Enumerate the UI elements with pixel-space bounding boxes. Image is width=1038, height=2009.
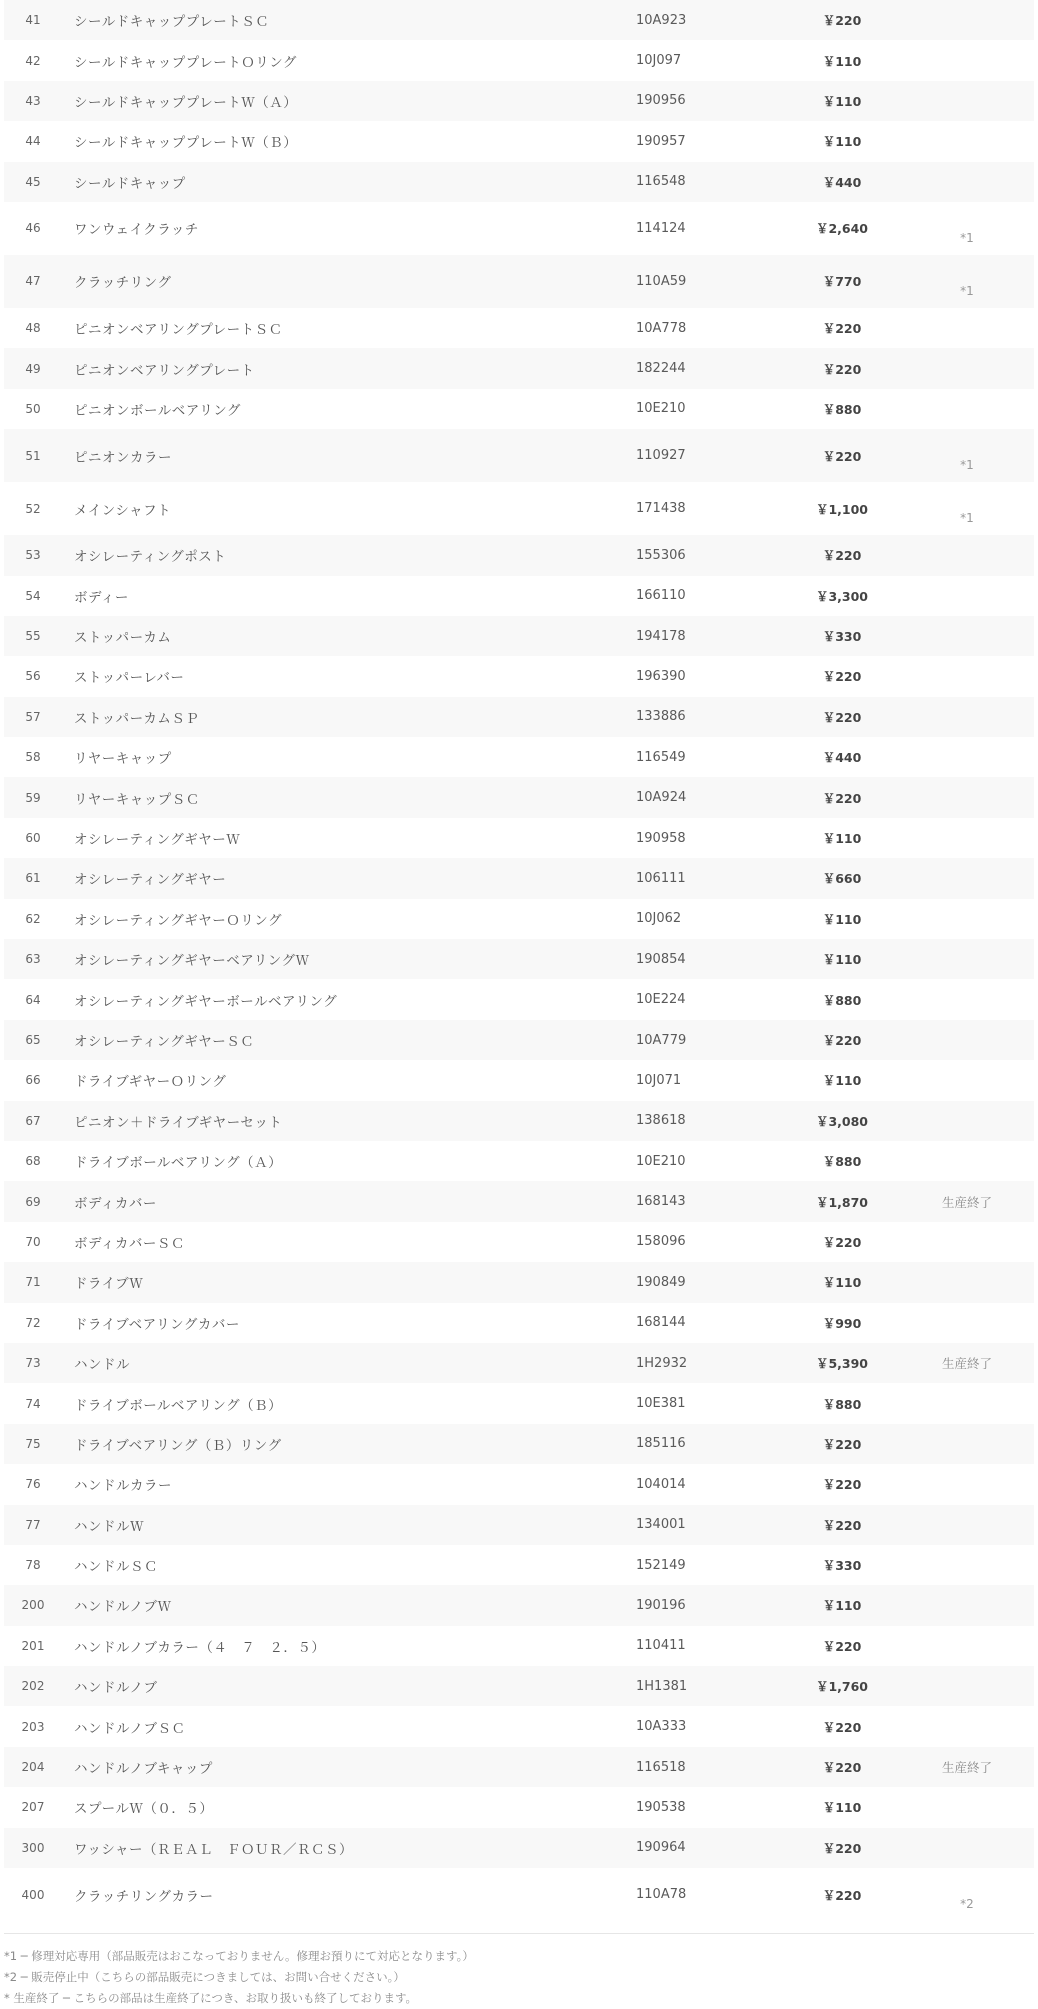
part-code: 166110 <box>636 588 686 604</box>
part-name: ストッパーレバー <box>74 670 185 687</box>
part-number: 46 <box>25 221 41 236</box>
part-code: 106111 <box>636 870 686 886</box>
table-row <box>4 255 1034 308</box>
part-price: ￥660 <box>822 871 862 887</box>
table-row <box>4 899 1034 939</box>
part-name: オシレーティングギヤーＳＣ <box>74 1034 255 1050</box>
table-row <box>4 1060 1034 1100</box>
table-row <box>4 1464 1034 1504</box>
part-name: オシレーティングギヤーＯリング <box>74 912 283 929</box>
part-number: 78 <box>25 1558 41 1573</box>
part-code: 194178 <box>636 628 686 644</box>
part-price: ￥2,640 <box>815 221 869 237</box>
part-note: *1 <box>960 458 974 473</box>
table-row <box>4 1020 1034 1060</box>
part-price: ￥5,390 <box>815 1356 869 1372</box>
part-note <box>922 1101 1012 1141</box>
part-code: 114124 <box>636 220 686 236</box>
part-code: 190849 <box>636 1274 686 1290</box>
part-name: クラッチリング <box>74 275 172 292</box>
footnote: *1 ─ 修理対応専用（部品販売はおこなっておりません。修理お預りにて対応となります。） <box>4 1949 474 1964</box>
part-note <box>922 656 1012 696</box>
part-price: ￥880 <box>822 1154 862 1170</box>
table-row <box>4 1303 1034 1343</box>
part-name: ストッパーカムＳＰ <box>74 710 200 727</box>
part-name: ピニオンボールベアリング <box>74 402 241 419</box>
part-number: 59 <box>25 790 41 805</box>
part-code: 1H1381 <box>636 1678 688 1694</box>
part-code: 110A59 <box>636 273 687 289</box>
part-price: ￥220 <box>822 1887 862 1903</box>
part-note <box>922 1262 1012 1302</box>
part-price: ￥880 <box>822 992 862 1008</box>
part-note <box>922 1060 1012 1100</box>
part-note: *1 <box>960 283 974 298</box>
part-code: 190958 <box>636 830 686 846</box>
table-row <box>4 162 1034 202</box>
part-code: 10E210 <box>636 1153 686 1169</box>
part-note <box>922 1464 1012 1504</box>
part-number: 75 <box>25 1436 41 1451</box>
part-price: ￥220 <box>822 1477 862 1493</box>
table-row <box>4 202 1034 255</box>
part-code: 10E381 <box>636 1396 686 1412</box>
table-row <box>4 697 1034 737</box>
part-number: 202 <box>21 1679 45 1694</box>
part-note <box>922 1141 1012 1181</box>
table-row <box>4 656 1034 696</box>
part-name: ハンドルノブカラー（４ ７ ２．５） <box>74 1639 326 1656</box>
part-note <box>922 899 1012 939</box>
part-price: ￥1,870 <box>815 1194 869 1210</box>
part-note <box>922 777 1012 817</box>
part-number: 204 <box>21 1760 45 1775</box>
parts-table <box>4 0 1034 1921</box>
part-price: ￥1,100 <box>815 501 869 517</box>
part-code: 133886 <box>636 709 686 725</box>
part-name: ドライブギヤーＯリング <box>74 1074 227 1091</box>
part-note <box>922 1666 1012 1706</box>
table-row <box>4 818 1034 858</box>
part-code: 10A779 <box>636 1032 687 1048</box>
table-row <box>4 1706 1034 1746</box>
table-row <box>4 1585 1034 1625</box>
table-row <box>4 858 1034 898</box>
table-row <box>4 1626 1034 1666</box>
part-price: ￥220 <box>822 790 862 806</box>
table-row <box>4 616 1034 656</box>
table-row <box>4 1343 1034 1383</box>
part-name: ピニオン＋ドライブギヤーセット <box>74 1114 283 1131</box>
part-price: ￥110 <box>822 134 862 150</box>
part-note <box>922 616 1012 656</box>
part-price: ￥1,760 <box>815 1679 869 1695</box>
part-note <box>922 348 1012 388</box>
part-name: シールドキャッププレートＷ（Ａ） <box>74 94 298 111</box>
part-number: 70 <box>25 1234 41 1249</box>
table-row <box>4 535 1034 575</box>
part-code: 10A333 <box>636 1719 687 1735</box>
part-name: ドライブベアリングカバー <box>74 1316 240 1333</box>
part-number: 400 <box>21 1887 45 1902</box>
part-name: ワッシャー（ＲＥＡＬ ＦＯＵＲ／ＲＣＳ） <box>74 1841 354 1858</box>
part-number: 73 <box>25 1356 41 1371</box>
part-note <box>922 40 1012 80</box>
part-code: 1H2932 <box>636 1355 688 1371</box>
part-name: ハンドルノブＳＣ <box>74 1720 186 1737</box>
part-price: ￥440 <box>822 750 862 766</box>
part-code: 190854 <box>636 951 686 967</box>
part-price: ￥220 <box>822 1234 862 1250</box>
part-note <box>922 1585 1012 1625</box>
part-number: 76 <box>25 1477 41 1492</box>
table-row <box>4 576 1034 616</box>
part-price: ￥3,300 <box>815 588 869 604</box>
part-price: ￥110 <box>822 93 862 109</box>
table-row <box>4 1545 1034 1585</box>
part-note <box>922 1020 1012 1060</box>
part-note <box>922 1828 1012 1868</box>
part-code: 182244 <box>636 361 686 377</box>
part-name: メインシャフト <box>74 502 172 519</box>
part-name: オシレーティングギヤーＷ <box>74 832 241 849</box>
part-price: ￥220 <box>822 13 862 29</box>
part-number: 54 <box>25 588 41 603</box>
part-name: シールドキャッププレートＯリング <box>74 54 297 71</box>
part-note: *1 <box>960 511 974 526</box>
part-price: ￥330 <box>822 629 862 645</box>
part-note <box>922 1787 1012 1827</box>
part-name: オシレーティングポスト <box>74 549 227 566</box>
table-row <box>4 777 1034 817</box>
table-row <box>4 1868 1034 1921</box>
part-name: クラッチリングカラー <box>74 1888 214 1905</box>
part-note <box>922 737 1012 777</box>
table-row <box>4 1141 1034 1181</box>
part-number: 74 <box>25 1396 41 1411</box>
table-row <box>4 1424 1034 1464</box>
part-number: 44 <box>25 134 41 149</box>
part-number: 45 <box>25 174 41 189</box>
part-price: ￥110 <box>822 1800 862 1816</box>
part-code: 171438 <box>636 501 686 517</box>
table-row <box>4 1666 1034 1706</box>
table-row <box>4 308 1034 348</box>
part-name: ハンドルノブ <box>74 1680 158 1697</box>
part-name: シールドキャップ <box>74 175 186 192</box>
part-number: 200 <box>21 1598 45 1613</box>
part-price: ￥110 <box>822 53 862 69</box>
part-code: 10A924 <box>636 790 687 806</box>
part-number: 72 <box>25 1315 41 1330</box>
part-price: ￥110 <box>822 831 862 847</box>
part-name: ハンドルカラー <box>74 1478 172 1495</box>
part-code: 10A778 <box>636 320 687 336</box>
part-note <box>922 1626 1012 1666</box>
part-name: シールドキャッププレートＷ（Ｂ） <box>74 135 298 152</box>
part-name: ボディー <box>74 589 129 606</box>
part-code: 138618 <box>636 1113 686 1129</box>
table-row <box>4 979 1034 1019</box>
part-number: 67 <box>25 1113 41 1128</box>
table-row <box>4 939 1034 979</box>
part-code: 152149 <box>636 1557 686 1573</box>
part-code: 10J062 <box>636 911 682 927</box>
part-number: 58 <box>25 750 41 765</box>
part-code: 116548 <box>636 174 686 190</box>
part-code: 158096 <box>636 1234 686 1250</box>
part-note <box>922 818 1012 858</box>
part-name: ドライブボールベアリング（Ｂ） <box>74 1397 283 1414</box>
part-note <box>922 939 1012 979</box>
part-name: ハンドルノブＷ <box>74 1599 172 1616</box>
part-note <box>922 1424 1012 1464</box>
part-number: 62 <box>25 911 41 926</box>
table-row <box>4 1383 1034 1423</box>
part-note <box>922 389 1012 429</box>
part-price: ￥110 <box>822 952 862 968</box>
table-row <box>4 1747 1034 1787</box>
part-price: ￥220 <box>822 548 862 564</box>
part-code: 134001 <box>636 1517 686 1533</box>
part-number: 60 <box>25 831 41 846</box>
table-row <box>4 1505 1034 1545</box>
part-price: ￥220 <box>822 1517 862 1533</box>
table-row <box>4 81 1034 121</box>
table-row <box>4 1181 1034 1221</box>
part-code: 196390 <box>636 668 686 684</box>
table-row <box>4 348 1034 388</box>
part-note: *2 <box>960 1897 974 1912</box>
part-number: 52 <box>25 501 41 516</box>
table-row <box>4 121 1034 161</box>
part-number: 201 <box>21 1638 45 1653</box>
part-note <box>922 81 1012 121</box>
part-name: ドライブベアリング（Ｂ）リング <box>74 1437 282 1454</box>
part-price: ￥880 <box>822 1396 862 1412</box>
table-row <box>4 429 1034 482</box>
part-name: ドライブボールベアリング（Ａ） <box>74 1155 283 1172</box>
part-price: ￥990 <box>822 1315 862 1331</box>
part-price: ￥220 <box>822 1033 862 1048</box>
part-price: ￥220 <box>822 448 862 464</box>
table-row <box>4 1222 1034 1262</box>
part-note: 生産終了 <box>941 1760 992 1776</box>
part-name: ハンドルＷ <box>74 1518 144 1535</box>
part-name: オシレーティングギヤー <box>74 872 227 889</box>
part-price: ￥880 <box>822 401 862 417</box>
part-name: ボディカバー <box>74 1195 157 1212</box>
part-name: ドライブＷ <box>74 1276 144 1293</box>
part-name: ピニオンベアリングプレート <box>74 362 255 379</box>
part-code: 10E224 <box>636 992 686 1008</box>
part-code: 116549 <box>636 749 686 765</box>
part-number: 43 <box>25 93 41 108</box>
part-note: 生産終了 <box>941 1194 992 1210</box>
part-price: ￥110 <box>822 1598 862 1614</box>
part-code: 10J071 <box>636 1072 682 1088</box>
part-number: 50 <box>25 401 41 416</box>
footnote: *2 ─ 販売停止中（こちらの部品販売につきましては、お問い合せください。） <box>4 1970 405 1985</box>
part-number: 55 <box>25 629 41 644</box>
table-row <box>4 1262 1034 1302</box>
part-price: ￥440 <box>822 174 862 190</box>
part-code: 116518 <box>636 1759 686 1775</box>
part-price: ￥220 <box>822 1840 862 1856</box>
part-code: 104014 <box>636 1476 686 1492</box>
part-price: ￥220 <box>822 1760 862 1776</box>
part-code: 190196 <box>636 1597 686 1613</box>
part-name: オシレーティングギヤーボールベアリング <box>74 993 338 1010</box>
part-note <box>922 858 1012 898</box>
part-code: 155306 <box>636 547 686 563</box>
part-note <box>922 121 1012 161</box>
part-number: 65 <box>25 1033 41 1047</box>
part-price: ￥110 <box>822 1073 862 1089</box>
footnote: * 生産終了 ─ こちらの部品は生産終了につき、お取り扱いも終了しております。 <box>4 1991 418 2006</box>
part-number: 49 <box>25 361 41 376</box>
part-price: ￥220 <box>822 709 862 725</box>
part-number: 57 <box>25 709 41 724</box>
part-code: 10J097 <box>636 53 682 69</box>
part-note <box>922 1303 1012 1343</box>
part-number: 42 <box>25 53 41 68</box>
part-code: 110A78 <box>636 1887 687 1903</box>
table-row <box>4 0 1034 40</box>
table-row <box>4 1787 1034 1827</box>
part-code: 190956 <box>636 93 686 109</box>
part-price: ￥110 <box>822 1275 862 1291</box>
table-row <box>4 389 1034 429</box>
part-price: ￥220 <box>822 669 862 685</box>
part-name: ハンドルノブキャップ <box>74 1761 213 1778</box>
part-code: 10A923 <box>636 12 687 28</box>
part-note <box>922 979 1012 1019</box>
part-code: 110411 <box>636 1638 686 1654</box>
part-code: 190957 <box>636 133 686 149</box>
part-number: 77 <box>25 1517 41 1532</box>
part-price: ￥110 <box>822 911 862 927</box>
part-name: オシレーティングギヤーベアリングＷ <box>74 953 310 970</box>
part-name: ピニオンカラー <box>74 449 172 466</box>
part-note <box>922 576 1012 616</box>
part-note <box>922 1545 1012 1585</box>
part-number: 64 <box>25 992 41 1007</box>
part-price: ￥770 <box>822 274 862 290</box>
part-code: 185116 <box>636 1436 686 1452</box>
part-number: 300 <box>21 1840 45 1855</box>
part-number: 71 <box>25 1275 41 1290</box>
part-number: 48 <box>25 321 41 336</box>
part-number: 68 <box>25 1154 41 1169</box>
part-note: 生産終了 <box>941 1356 992 1372</box>
part-price: ￥3,080 <box>815 1113 869 1129</box>
part-name: ストッパーカム <box>74 630 172 647</box>
part-number: 51 <box>25 448 41 463</box>
part-note <box>922 1222 1012 1262</box>
part-price: ￥220 <box>822 1719 862 1735</box>
part-price: ￥220 <box>822 1638 862 1654</box>
part-number: 41 <box>25 13 41 28</box>
table-row <box>4 1828 1034 1868</box>
part-note <box>922 697 1012 737</box>
part-name: リヤーキャップ <box>74 751 172 768</box>
table-row <box>4 737 1034 777</box>
part-code: 110927 <box>636 448 686 464</box>
part-price: ￥330 <box>822 1558 862 1574</box>
part-price: ￥220 <box>822 321 862 337</box>
part-number: 203 <box>21 1719 45 1734</box>
part-name: ハンドル <box>74 1357 130 1374</box>
part-code: 190964 <box>636 1840 686 1856</box>
part-price: ￥220 <box>822 1436 862 1452</box>
table-row <box>4 1101 1034 1141</box>
part-note <box>922 1505 1012 1545</box>
part-name: ボディカバーＳＣ <box>74 1235 185 1252</box>
part-name: ワンウェイクラッチ <box>74 222 199 239</box>
part-code: 190538 <box>636 1799 686 1815</box>
table-divider <box>4 1933 1034 1934</box>
part-number: 207 <box>21 1800 45 1815</box>
part-note <box>922 535 1012 575</box>
part-note <box>922 0 1012 40</box>
part-number: 53 <box>25 548 41 563</box>
part-note <box>922 162 1012 202</box>
part-number: 66 <box>25 1073 41 1088</box>
part-number: 47 <box>25 274 41 289</box>
part-code: 168144 <box>636 1315 686 1331</box>
part-name: シールドキャッププレートＳＣ <box>74 14 270 31</box>
part-number: 63 <box>25 952 41 967</box>
part-note <box>922 1383 1012 1423</box>
part-note <box>922 308 1012 348</box>
part-code: 168143 <box>636 1194 686 1210</box>
part-note: *1 <box>960 230 974 245</box>
part-number: 56 <box>25 669 41 684</box>
part-note <box>922 1706 1012 1746</box>
part-name: ピニオンベアリングプレートＳＣ <box>74 322 283 339</box>
part-price: ￥220 <box>822 361 862 377</box>
table-row <box>4 482 1034 535</box>
part-name: リヤーキャップＳＣ <box>74 791 200 808</box>
part-number: 69 <box>25 1194 41 1209</box>
part-number: 61 <box>25 871 41 886</box>
table-row <box>4 40 1034 80</box>
part-code: 10E210 <box>636 401 686 417</box>
part-name: スプールＷ（０．５） <box>74 1801 214 1818</box>
part-name: ハンドルＳＣ <box>74 1559 158 1576</box>
